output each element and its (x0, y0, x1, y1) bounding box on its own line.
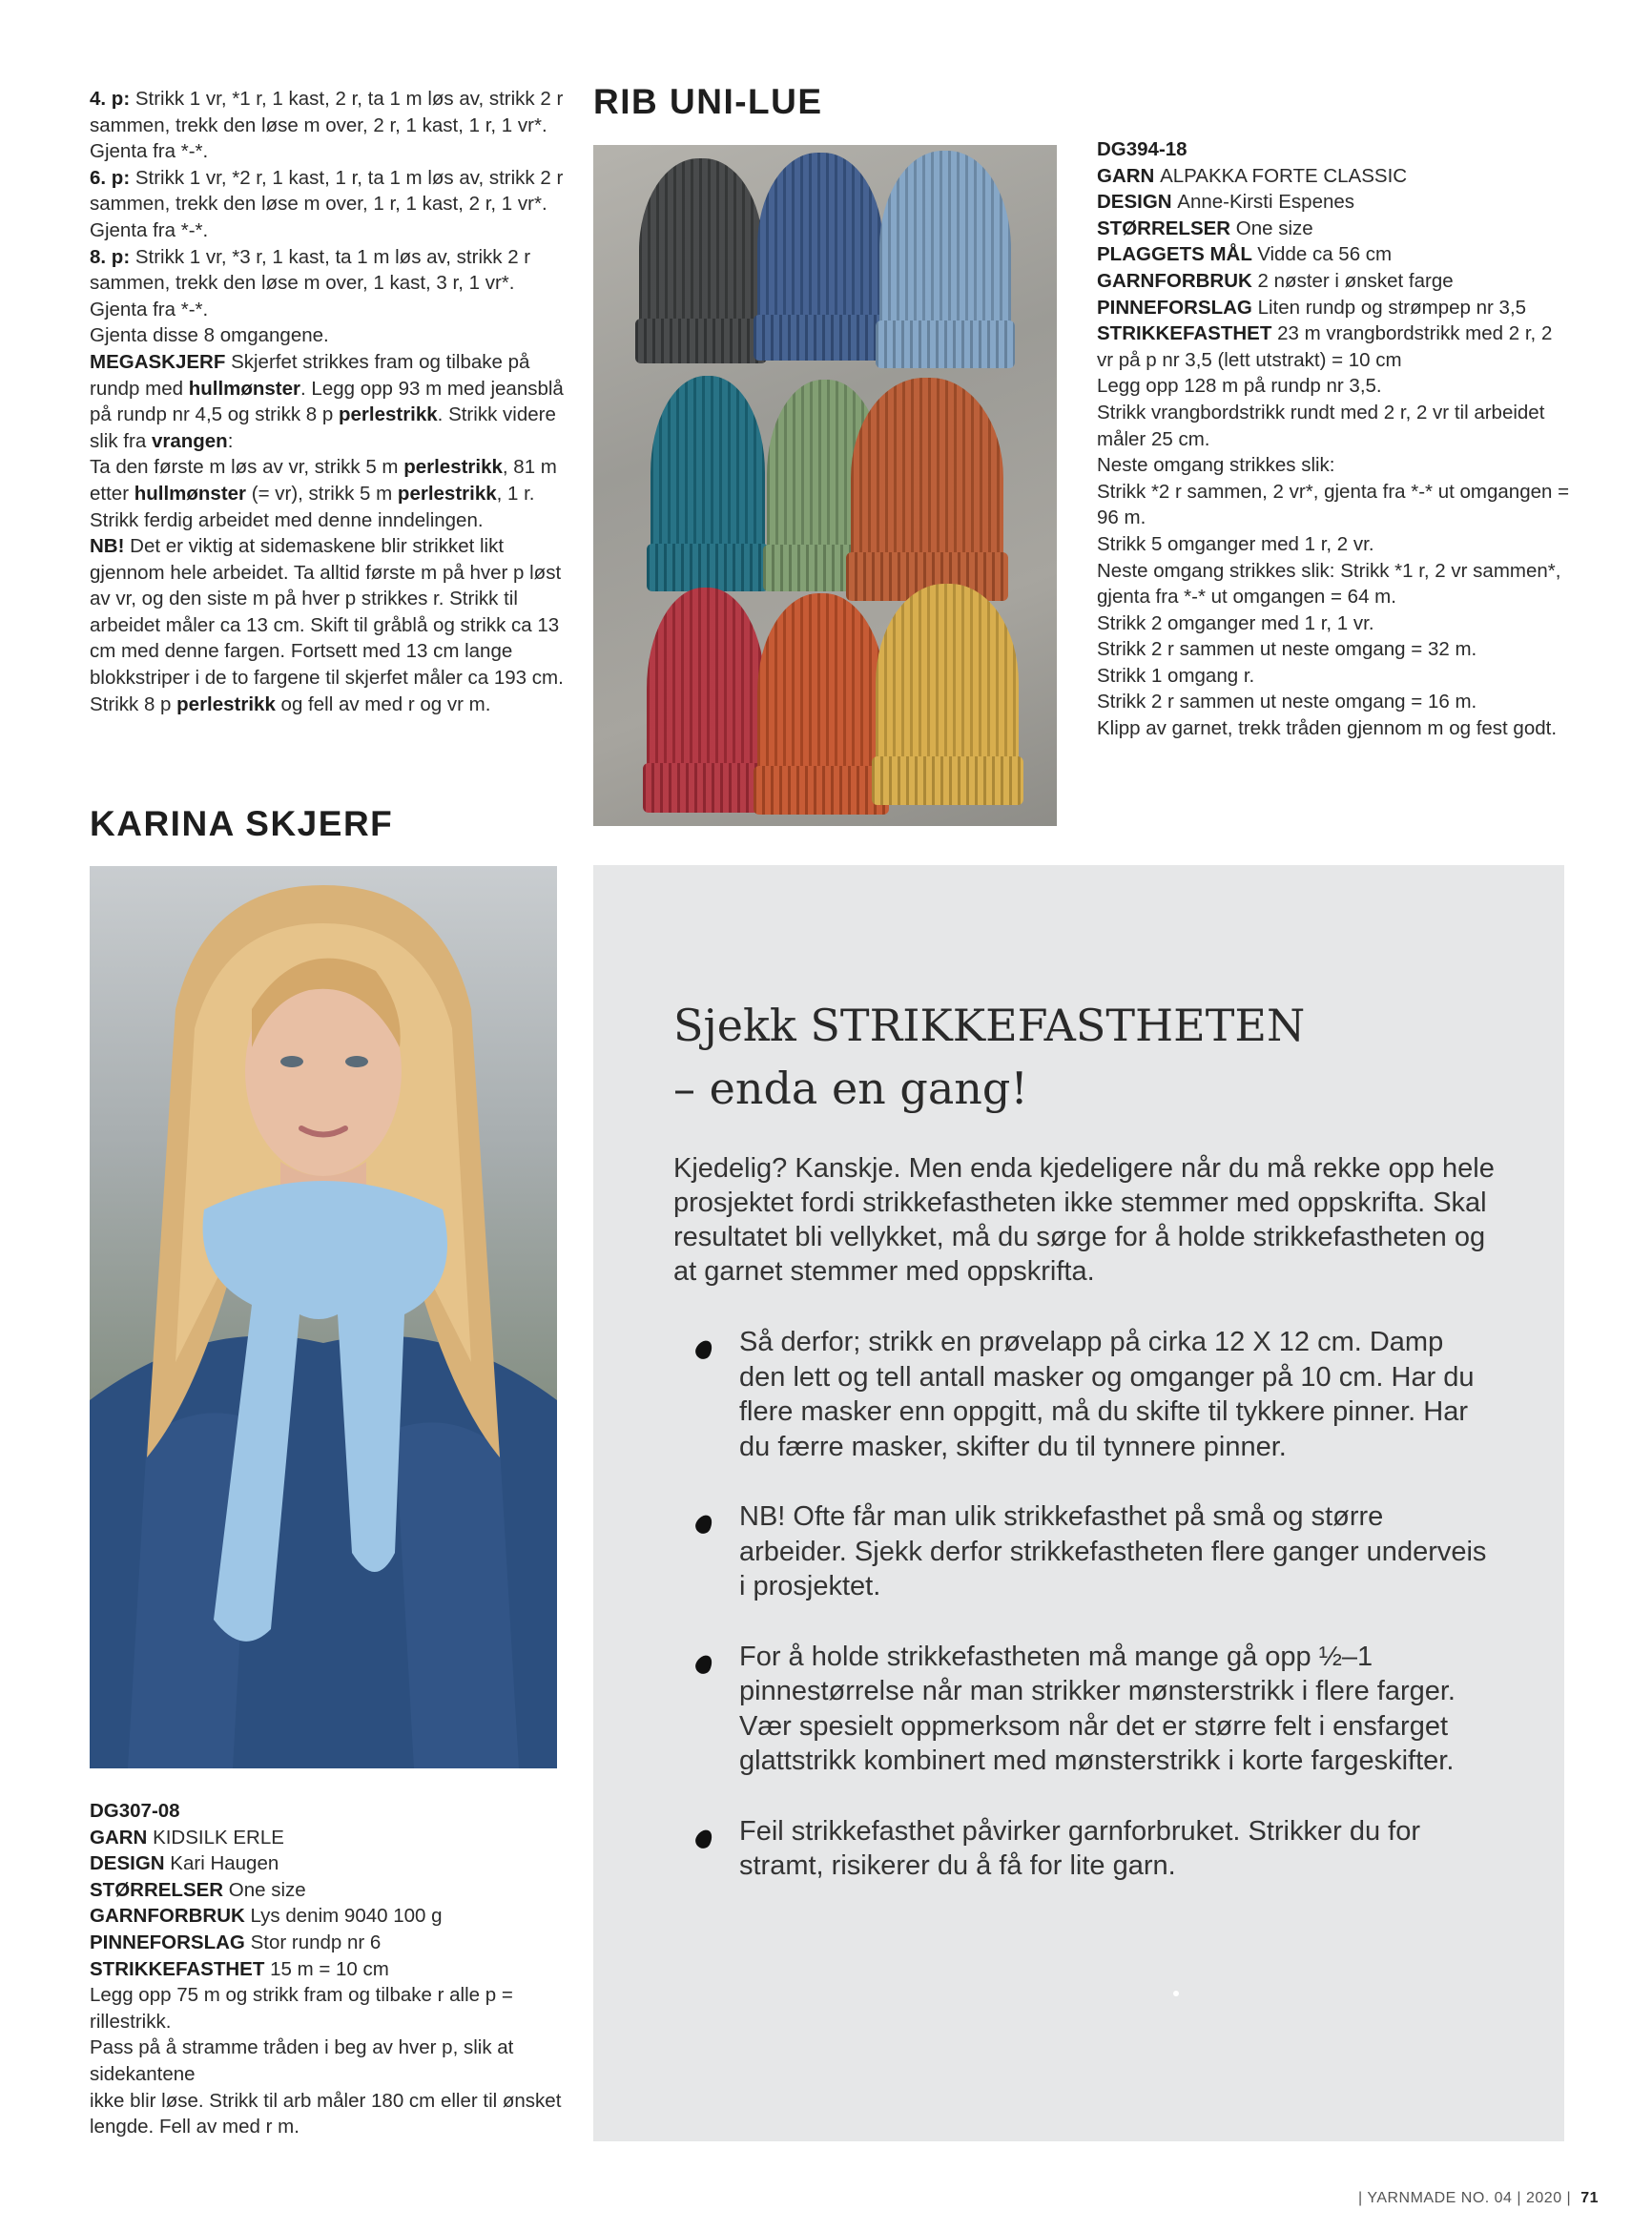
instruction-paragraph (1097, 452, 1574, 479)
instruction-paragraph (1097, 241, 1574, 268)
instruction-paragraph (90, 1877, 576, 1904)
instruction-paragraph (1097, 715, 1574, 742)
instruction-paragraph (90, 2035, 576, 2087)
rib-uni-lue-instructions (1097, 136, 1574, 742)
instruction-text: Strikk vrangbordstrikk rundt med 2 r, 2 vr til arbeidet måler 25 cm. (1097, 401, 1545, 450)
instruction-text: Vidde ca 56 cm (1257, 243, 1393, 266)
instruction-paragraph (90, 1956, 576, 1983)
tip-box (593, 865, 1564, 2141)
instruction-text: . Strikk videre slik fra (90, 403, 556, 452)
bold-term: DESIGN (90, 1852, 171, 1875)
instruction-text: Legg opp 128 m på rundp nr 3,5. (1097, 375, 1382, 398)
instruction-text: : (227, 429, 234, 452)
hats-photo (593, 145, 1057, 826)
instruction-text: Liten rundp og strømpep nr 3,5 (1257, 296, 1527, 319)
instruction-text: 2 nøster i ønsket farge (1257, 269, 1454, 292)
bold-term: NB! (90, 535, 131, 558)
hat-image (639, 158, 763, 363)
hat-image (757, 153, 883, 361)
instruction-text: , 1 r. Strikk ferdig arbeidet med denne inndelingen. (90, 482, 535, 531)
instruction-text: Legg opp 75 m og strikk fram og tilbake r alle p = rillestrikk. (90, 1984, 513, 2033)
instruction-paragraph (90, 2088, 576, 2140)
instruction-text: Det er viktig at sidemaskene blir strikket likt gjennom hele arbeidet. Ta alltid første m på hver p løst av vr, og den siste m på hver p strikkes r. Strikk til arbeidet måler ca 13 cm. Skift til gråblå og strikk ca 13 cm med denne fargen. Fortsett med 13 cm lange blokkstriper i de to fargene til skjerfet måler ca 193 cm. (90, 535, 564, 690)
instruction-text: Strikk 1 vr, *2 r, 1 kast, 1 r, ta 1 m løs av, strikk 2 r sammen, trekk den løse m over, 1 r, 1 kast, 2 r, 1 vr*. Gjenta fra *-*. (90, 166, 564, 241)
bold-term: GARN (1097, 164, 1161, 187)
instruction-text: One size (1235, 217, 1313, 239)
instruction-paragraph (90, 692, 567, 718)
karina-skjerf-instructions (90, 1798, 576, 2140)
tip-bullet: Feil strikkefasthet påvirker garnforbruket. Strikker du for stramt, risikerer du å få for lite garn. (673, 1814, 1494, 1884)
instruction-paragraph (1097, 558, 1574, 610)
instruction-paragraph (90, 1850, 576, 1877)
bold-term: STRIKKEFASTHET (90, 1957, 271, 1980)
bold-term: MEGASKJERF (90, 350, 232, 373)
instruction-paragraph (1097, 189, 1574, 216)
instruction-paragraph (1097, 268, 1574, 295)
bold-term: hullmønster (188, 377, 301, 400)
instruction-text: Strikk 1 omgang r. (1097, 664, 1255, 687)
bold-term: vrangen (151, 429, 228, 452)
instruction-text: Stor rundp nr 6 (250, 1931, 382, 1953)
megaskjerf-instructions (90, 86, 567, 717)
instruction-text: Pass på å stramme tråden i beg av hver p, slik at sidekantene (90, 2036, 514, 2085)
instruction-text: . Legg opp 93 m med jeansblå på rundp nr 4,5 og strikk 8 p (90, 377, 564, 426)
bold-term: DG307-08 (90, 1800, 180, 1822)
instruction-text: 23 m vrangbordstrikk med 2 r, 2 vr på p nr 3,5 (lett utstrakt) = 10 cm (1097, 322, 1553, 371)
instruction-text: Lys denim 9040 100 g (250, 1905, 443, 1928)
bullet-icon (693, 1827, 715, 1850)
bold-term: perlestrikk (338, 403, 438, 426)
bold-term: GARNFORBRUK (90, 1905, 251, 1928)
hat-image (647, 588, 765, 813)
tip-bullet: For å holde strikkefastheten må mange gå opp ½–1 pinnestørrelse når man strikker mønsterstrikk i flere farger. Vær spesielt oppmerksom når det er større felt i ensfarget glattstrikk kombinert med mønsterstrikk i korte fargeskifter. (673, 1640, 1494, 1779)
instruction-text: One size (228, 1878, 306, 1901)
page-number: 71 (1580, 2190, 1599, 2206)
bold-term: STØRRELSER (1097, 217, 1236, 239)
bold-term: DESIGN (1097, 191, 1178, 214)
instruction-paragraph (1097, 373, 1574, 400)
woman-scarf-photo (90, 866, 557, 1768)
bullet-icon (693, 1513, 715, 1537)
instruction-text: Strikk *2 r sammen, 2 vr*, gjenta fra *-* ut omgangen = 96 m. (1097, 480, 1570, 529)
instruction-text: Skjerfet strikkes fram og tilbake på rundp med (90, 350, 530, 400)
page-footer (1358, 2190, 1599, 2207)
bold-term: 8. p: (90, 245, 135, 268)
bold-term: DG394-18 (1097, 138, 1187, 160)
bold-term: GARN (90, 1826, 154, 1849)
instruction-paragraph (90, 1930, 576, 1956)
bullet-icon (693, 1652, 715, 1676)
instruction-text: , 81 m etter (90, 456, 557, 505)
instruction-paragraph (90, 1798, 576, 1825)
instruction-text: Strikk 8 p (90, 692, 177, 715)
instruction-text: Strikk 1 vr, *3 r, 1 kast, ta 1 m løs av, strikk 2 r sammen, trekk den løse m over, 1 kast, 3 r, 1 vr*. Gjenta fra *-*. (90, 245, 531, 320)
instruction-text: Strikk 2 omganger med 1 r, 1 vr. (1097, 611, 1374, 634)
instruction-text: Kari Haugen (170, 1852, 279, 1875)
bold-term: 4. p: (90, 88, 135, 110)
instruction-paragraph (1097, 636, 1574, 663)
instruction-paragraph (1097, 479, 1574, 531)
bold-term: GARNFORBRUK (1097, 269, 1258, 292)
instruction-text: Gjenta disse 8 omgangene. (90, 324, 329, 347)
instruction-paragraph (1097, 320, 1574, 373)
bold-term: PINNEFORSLAG (1097, 296, 1258, 319)
instruction-paragraph (90, 165, 567, 244)
instruction-text: Strikk 1 vr, *1 r, 1 kast, 2 r, ta 1 m løs av, strikk 2 r sammen, trekk den løse m over, 2 r, 1 kast, 1 r, 1 vr*. Gjenta fra *-*. (90, 88, 564, 163)
instruction-paragraph (1097, 216, 1574, 242)
bold-term: STØRRELSER (90, 1878, 229, 1901)
instruction-text: Ta den første m løs av vr, strikk 5 m (90, 456, 404, 479)
karina-skjerf-title: KARINA SKJERF (90, 804, 394, 843)
instruction-paragraph (90, 86, 567, 165)
bold-term: PLAGGETS MÅL (1097, 243, 1258, 266)
instruction-paragraph (1097, 400, 1574, 452)
tip-bullet: Så derfor; strikk en prøvelapp på cirka 12 X 12 cm. Damp den lett og tell antall masker og omganger på 10 cm. Har du flere masker enn oppgitt, må du skifte til tykkere pinner. Har du færre masker, skifter du til tynnere pinner. (673, 1325, 1494, 1464)
instruction-paragraph (1097, 689, 1574, 715)
instruction-paragraph (90, 1982, 576, 2035)
instruction-text: Anne-Kirsti Espenes (1177, 191, 1355, 214)
instruction-text: Klipp av garnet, trekk tråden gjennom m og fest godt. (1097, 717, 1558, 740)
magazine-issue: | YARNMADE NO. 04 | 2020 | (1358, 2190, 1572, 2206)
bold-term: perlestrikk (397, 482, 497, 505)
tip-bullet: NB! Ofte får man ulik strikkefasthet på små og større arbeider. Sjekk derfor strikkefastheten flere ganger underveis i prosjektet. (673, 1499, 1494, 1604)
bullet-icon (693, 1338, 715, 1362)
instruction-text: Strikk 2 r sammen ut neste omgang = 32 m. (1097, 638, 1477, 661)
tip-title: Sjekk STRIKKEFASTHETEN – enda en gang! (673, 1000, 1306, 1114)
instruction-text: Neste omgang strikkes slik: Strikk *1 r, 2 vr sammen*, gjenta fra *-* ut omgangen = 64 m. (1097, 559, 1561, 609)
bold-term: perlestrikk (176, 692, 276, 715)
hat-image (879, 151, 1011, 368)
instruction-paragraph (90, 1903, 576, 1930)
decorative-dot (1173, 1991, 1179, 1996)
instruction-paragraph (90, 244, 567, 323)
bold-term: PINNEFORSLAG (90, 1931, 251, 1953)
instruction-paragraph (1097, 136, 1574, 163)
hat-image (757, 593, 885, 815)
hat-image (650, 376, 765, 591)
instruction-paragraph (90, 533, 567, 692)
instruction-paragraph (90, 454, 567, 533)
instruction-text: og fell av med r og vr m. (275, 692, 491, 715)
bold-term: STRIKKEFASTHET (1097, 322, 1278, 345)
instruction-text: Strikk 5 omganger med 1 r, 2 vr. (1097, 532, 1374, 555)
instruction-paragraph (1097, 610, 1574, 637)
hat-image (876, 584, 1019, 805)
instruction-text: (= vr), strikk 5 m (246, 482, 398, 505)
instruction-paragraph (1097, 531, 1574, 558)
instruction-paragraph (90, 322, 567, 349)
instruction-text: KIDSILK ERLE (153, 1826, 284, 1849)
instruction-paragraph (1097, 663, 1574, 690)
tip-bullet-list (673, 1325, 1494, 1919)
bold-term: 6. p: (90, 166, 135, 189)
hat-image (851, 378, 1003, 601)
instruction-paragraph (90, 1825, 576, 1851)
instruction-text: Neste omgang strikkes slik: (1097, 454, 1335, 477)
rib-uni-lue-title: RIB UNI-LUE (593, 82, 823, 121)
instruction-paragraph (90, 349, 567, 454)
tip-intro: Kjedelig? Kanskje. Men enda kjedeligere når du må rekke opp hele prosjektet fordi strikkefastheten ikke stemmer med oppskrifta. Skal resultatet bli vellykket, må du sørge for å holde strikkefastheten og at garnet stemmer med oppskrifta. (673, 1153, 1495, 1287)
instruction-paragraph (1097, 163, 1574, 190)
instruction-text: ALPAKKA FORTE CLASSIC (1160, 164, 1408, 187)
instruction-text: Strikk 2 r sammen ut neste omgang = 16 m. (1097, 691, 1477, 713)
instruction-text: ikke blir løse. Strikk til arb måler 180 cm eller til ønsket lengde. Fell av med r m. (90, 2089, 562, 2138)
instruction-text: 15 m = 10 cm (270, 1957, 389, 1980)
bold-term: perlestrikk (403, 456, 503, 479)
woman-scarf-illustration (90, 866, 557, 1768)
bold-term: hullmønster (134, 482, 247, 505)
instruction-paragraph (1097, 295, 1574, 321)
